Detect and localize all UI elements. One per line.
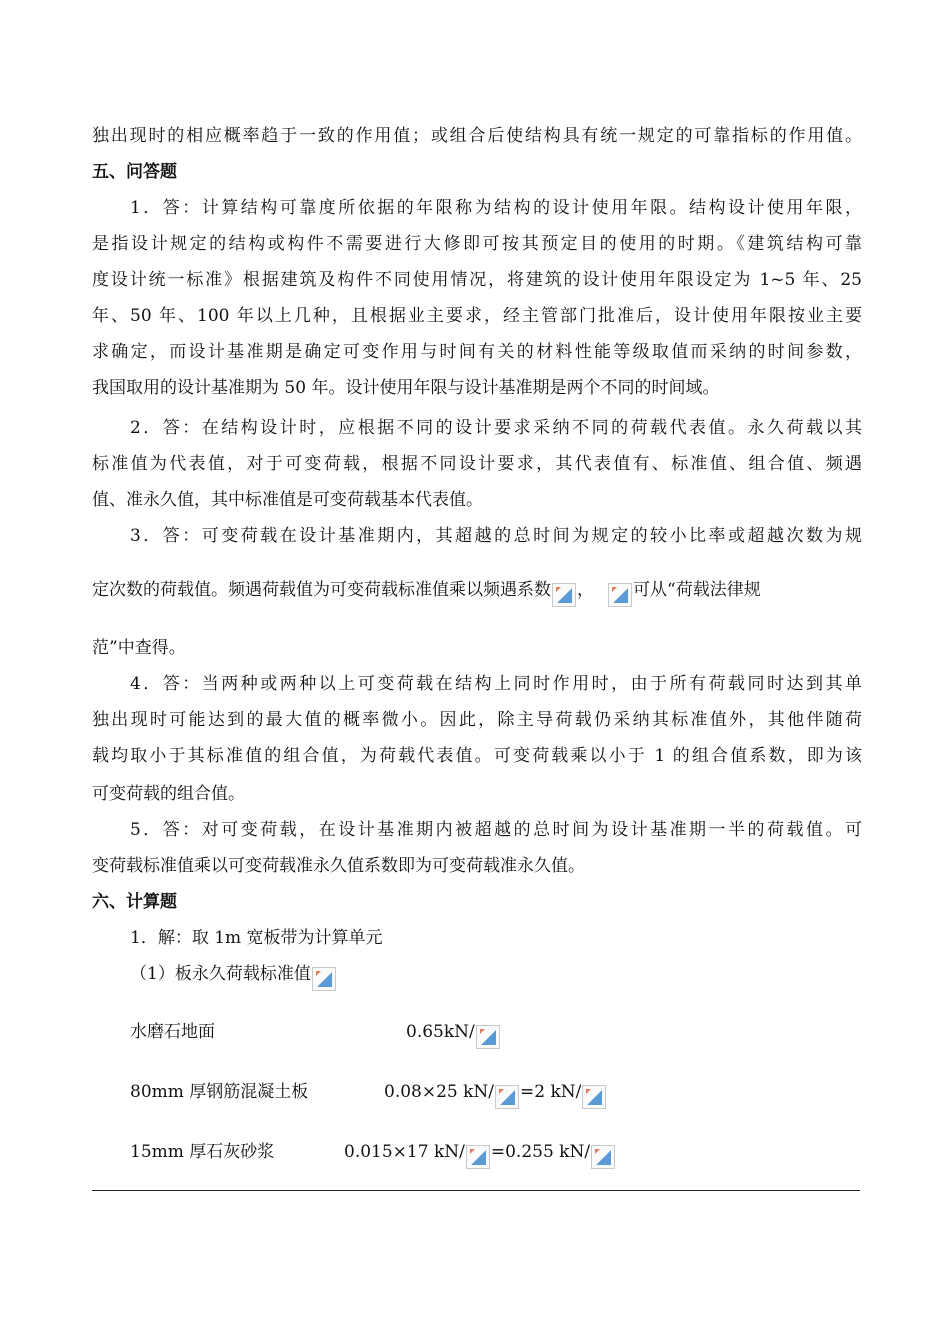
answer-3-line: 3．答：可变荷载在设计基准期内，其超越的总时间为规定的较小比率或超越次数为规 xyxy=(130,526,862,546)
broken-image-icon xyxy=(312,967,336,991)
load-item-name: 80mm 厚钢筋混凝土板 xyxy=(130,1082,309,1102)
paragraph-line: 独出现时的相应概率趋于一致的作用值；或组合后使结构具有统一规定的可靠指标的作用值。 xyxy=(92,126,862,146)
load-item-name: 水磨石地面 xyxy=(130,1022,215,1042)
section-heading: 五、问答题 xyxy=(92,162,177,182)
answer-4-line: 可变荷载的组合值。 xyxy=(92,784,245,804)
answer-5-line: 变荷载标准值乘以可变荷载准永久值系数即为可变荷载准永久值。 xyxy=(92,856,585,876)
solution-line xyxy=(130,962,862,991)
answer-1-line: 度设计统一标准》根据建筑及构件不同使用情况，将建筑的设计使用年限设定为 1~5 年、25 xyxy=(92,270,862,290)
answer-1-line: 我国取用的设计基准期为 50 年。设计使用年限与设计基准期是两个不同的时间域。 xyxy=(92,378,720,398)
load-value-text: =0.255 kN/ xyxy=(490,1142,591,1162)
section-heading: 六、计算题 xyxy=(92,892,177,912)
answer-3-text: ， xyxy=(577,580,594,600)
load-value-text: 0.08×25 kN/ xyxy=(384,1082,495,1102)
answer-1-line: 求确定，而设计基准期是确定可变作用与时间有关的材料性能等级取值而采纳的时间参数， xyxy=(92,342,862,362)
solution-text: （1）板永久荷载标准值 xyxy=(130,964,311,984)
answer-4-line: 载均取小于其标准值的组合值，为荷载代表值。可变荷载乘以小于 1 的组合值系数，即为该 xyxy=(92,746,862,766)
answer-1-line: 年、50 年、100 年以上几种，且根据业主要求，经主管部门批准后，设计使用年限按业主要 xyxy=(92,306,862,326)
answer-2-line: 标准值为代表值，对于可变荷载，根据不同设计要求，其代表值有、标准值、组合值、频遇 xyxy=(92,454,862,474)
answer-2-line: 值、准永久值，其中标准值是可变荷载基本代表值。 xyxy=(92,490,483,510)
answer-5-line: 5．答：对可变荷载，在设计基准期内被超越的总时间为设计基准期一半的荷载值。可 xyxy=(130,820,862,840)
broken-image-icon xyxy=(476,1025,500,1049)
broken-image-icon xyxy=(495,1085,519,1109)
answer-1-line: 是指设计规定的结构或构件不需要进行大修即可按其预定目的使用的时期。《建筑结构可靠 xyxy=(92,234,862,254)
answer-3-line: 范”中查得。 xyxy=(92,638,186,658)
load-item-value xyxy=(406,1020,501,1049)
broken-image-icon xyxy=(591,1145,615,1169)
load-item-name: 15mm 厚石灰砂浆 xyxy=(130,1142,275,1162)
broken-image-icon xyxy=(466,1145,490,1169)
solution-line: 1．解：取 1m 宽板带为计算单元 xyxy=(130,928,383,948)
broken-image-icon xyxy=(608,583,632,607)
answer-1-line: 1．答：计算结构可靠度所依据的年限称为结构的设计使用年限。结构设计使用年限， xyxy=(130,198,862,218)
load-item-value xyxy=(384,1080,607,1109)
answer-3-line xyxy=(92,578,862,607)
answer-4-line: 4．答：当两种或两种以上可变荷载在结构上同时作用时，由于所有荷载同时达到其单 xyxy=(130,674,862,694)
broken-image-icon xyxy=(552,583,576,607)
answer-3-text: 定次数的荷载值。频遇荷载值为可变荷载标准值乘以频遇系数 xyxy=(92,580,551,600)
load-value-text: 0.65kN/ xyxy=(406,1022,475,1042)
load-value-text: =2 kN/ xyxy=(520,1082,582,1102)
load-value-text: 0.015×17 kN/ xyxy=(344,1142,465,1162)
answer-4-line: 独出现时可能达到的最大值的概率微小。因此，除主导荷载仍采纳其标准值外，其他伴随荷 xyxy=(92,710,862,730)
load-item-value xyxy=(344,1140,616,1169)
broken-image-icon xyxy=(582,1085,606,1109)
footer-divider xyxy=(92,1190,860,1191)
answer-3-text: 可从“荷载法律规 xyxy=(633,580,761,600)
answer-2-line: 2．答：在结构设计时，应根据不同的设计要求采纳不同的荷载代表值。永久荷载以其 xyxy=(130,418,862,438)
